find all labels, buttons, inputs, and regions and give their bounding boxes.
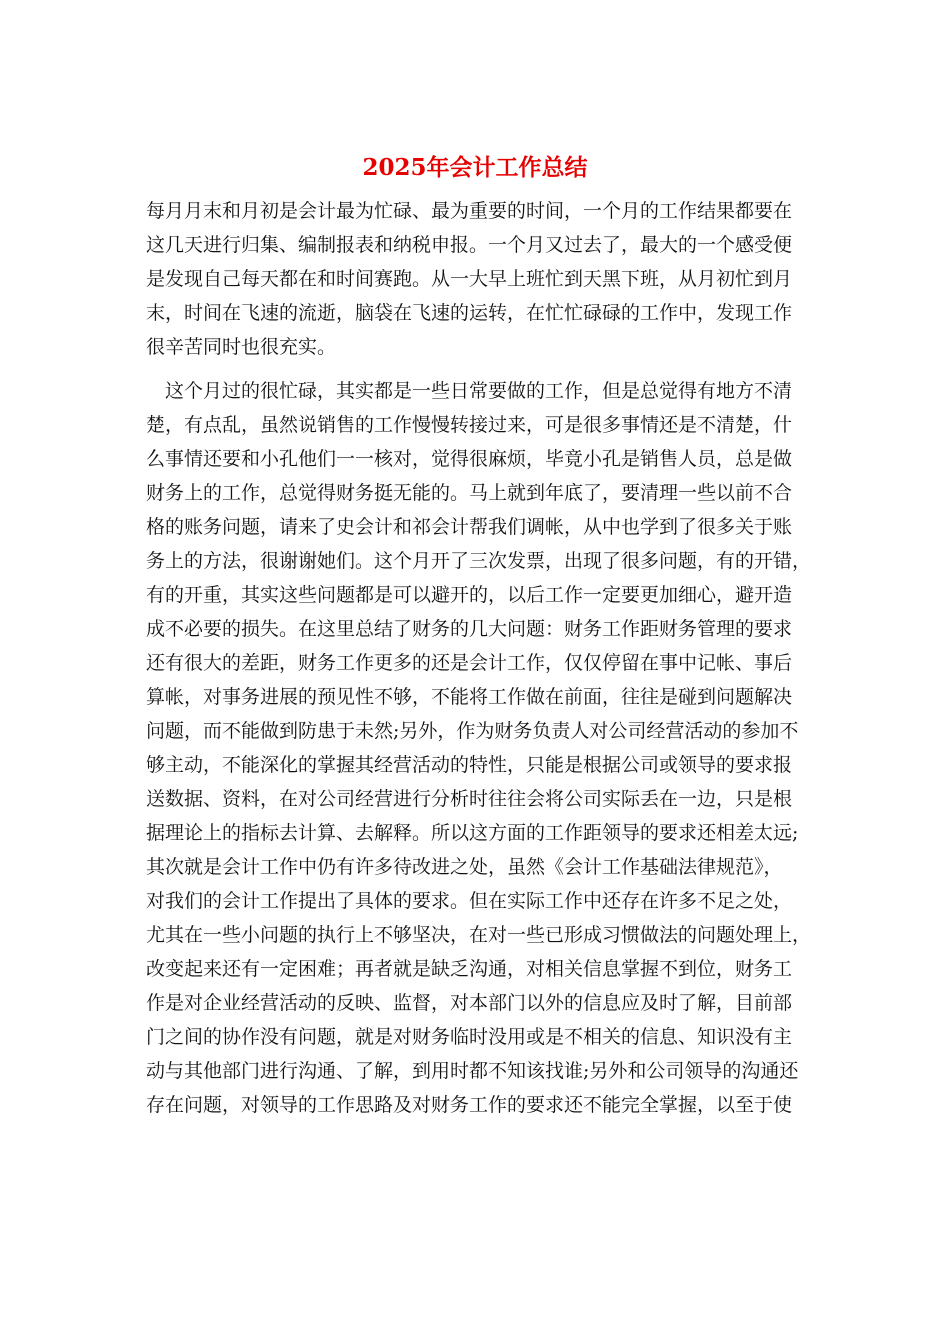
text-line: 还有很大的差距，财务工作更多的还是会计工作，仅仅停留在事中记帐、事后 xyxy=(146,652,793,674)
text-line: 是发现自己每天都在和时间赛跑。从一大早上班忙到天黑下班，从月初忙到月 xyxy=(146,268,793,290)
text-line: 有的开重，其实这些问题都是可以避开的，以后工作一定要更加细心，避开造 xyxy=(146,584,793,606)
text-line: 改变起来还有一定困难；再者就是缺乏沟通，对相关信息掌握不到位，财务工 xyxy=(146,958,793,980)
text-line: 务上的方法，很谢谢她们。这个月开了三次发票，出现了很多问题，有的开错， xyxy=(146,550,812,572)
text-line: 其次就是会计工作中仍有许多待改进之处，虽然《会计工作基础法律规范》， xyxy=(146,856,783,878)
document-title: 2025年会计工作总结 xyxy=(362,154,588,181)
text-line: 财务上的工作，总觉得财务挺无能的。马上就到年底了，要清理一些以前不合 xyxy=(146,482,793,504)
text-line: 存在问题，对领导的工作思路及对财务工作的要求还不能完全掌握，以至于使 xyxy=(146,1094,793,1116)
text-line: 据理论上的指标去计算、去解释。所以这方面的工作距领导的要求还相差太远; xyxy=(146,822,799,844)
text-line: 这几天进行归集、编制报表和纳税申报。一个月又过去了，最大的一个感受便 xyxy=(146,234,793,256)
text-line: 尤其在一些小问题的执行上不够坚决，在对一些已形成习惯做法的问题处理上， xyxy=(146,924,812,946)
text-line: 格的账务问题，请来了史会计和祁会计帮我们调帐，从中也学到了很多关于账 xyxy=(146,516,793,538)
text-line: 楚，有点乱，虽然说销售的工作慢慢转接过来，可是很多事情还是不清楚，什 xyxy=(146,414,793,436)
text-line: 门之间的协作没有问题，就是对财务临时没用或是不相关的信息、知识没有主 xyxy=(146,1026,793,1048)
text-line: 成不必要的损失。在这里总结了财务的几大问题：财务工作距财务管理的要求 xyxy=(146,618,793,640)
text-line: 末，时间在飞速的流逝，脑袋在飞速的运转，在忙忙碌碌的工作中，发现工作 xyxy=(146,302,793,324)
text-line: 每月月末和月初是会计最为忙碌、最为重要的时间，一个月的工作结果都要在 xyxy=(146,200,793,222)
text-line: 这个月过的很忙碌，其实都是一些日常要做的工作，但是总觉得有地方不清 xyxy=(146,380,793,402)
text-line: 动与其他部门进行沟通、了解，到用时都不知该找谁;另外和公司领导的沟通还 xyxy=(146,1060,799,1082)
text-line: 很辛苦同时也很充实。 xyxy=(146,336,337,358)
text-line: 问题，而不能做到防患于未然;另外，作为财务负责人对公司经营活动的参加不 xyxy=(146,720,799,742)
text-line: 对我们的会计工作提出了具体的要求。但在实际工作中还存在许多不足之处， xyxy=(146,890,793,912)
text-line: 送数据、资料，在对公司经营进行分析时往往会将公司实际丢在一边，只是根 xyxy=(146,788,793,810)
text-line: 够主动，不能深化的掌握其经营活动的特性，只能是根据公司或领导的要求报 xyxy=(146,754,793,776)
text-line: 作是对企业经营活动的反映、监督，对本部门以外的信息应及时了解，目前部 xyxy=(146,992,793,1014)
text-line: 么事情还要和小孔他们一一核对，觉得很麻烦，毕竟小孔是销售人员，总是做 xyxy=(146,448,793,470)
text-line: 算帐，对事务进展的预见性不够，不能将工作做在前面，往往是碰到问题解决 xyxy=(146,686,793,708)
